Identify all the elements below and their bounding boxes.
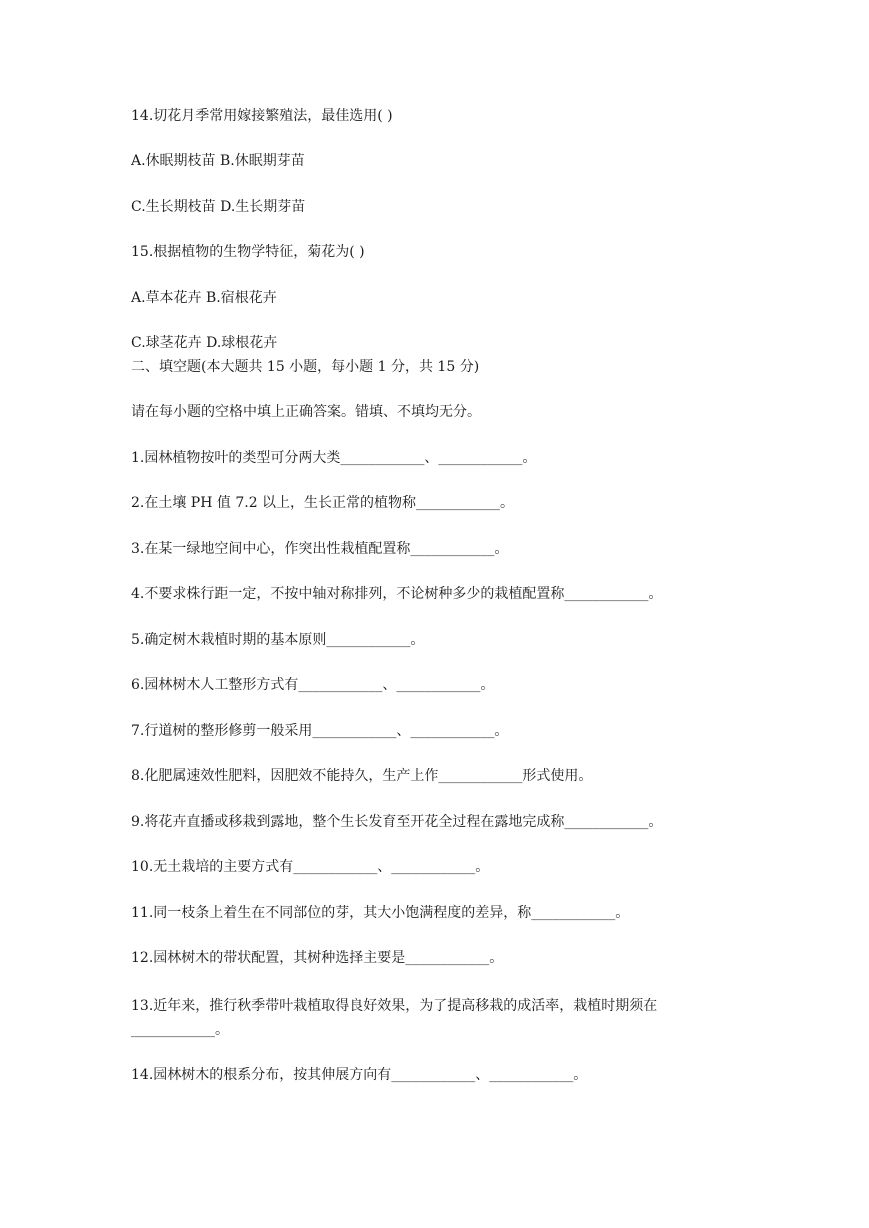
question-14-options-cd: C.生长期枝苗 D.生长期芽苗	[131, 199, 306, 215]
fill-question-3: 3.在某一绿地空间中心，作突出性栽植配置称____________。	[131, 541, 509, 557]
fill-question-7: 7.行道树的整形修剪一般采用____________、____________。	[131, 723, 509, 739]
fill-question-10: 10.无土栽培的主要方式有____________、____________。	[131, 859, 490, 875]
fill-question-2: 2.在土壤 PH 值 7.2 以上，生长正常的植物称____________。	[131, 495, 515, 511]
question-14-options-ab: A.休眠期枝苗 B.休眠期芽苗	[131, 153, 305, 169]
question-15: 15.根据植物的生物学特征，菊花为( )	[131, 244, 365, 260]
section-instruction: 请在每小题的空格中填上正确答案。错填、不填均无分。	[131, 404, 481, 420]
fill-question-4: 4.不要求株行距一定，不按中轴对称排列，不论树种多少的栽植配置称____________。	[131, 586, 663, 602]
fill-question-1: 1.园林植物按叶的类型可分两大类____________、____________。	[131, 450, 537, 466]
fill-question-5: 5.确定树木栽植时期的基本原则____________。	[131, 632, 425, 648]
fill-question-13: 13.近年来，推行秋季带叶栽植取得良好效果，为了提高移栽的成活率，栽植时期须在____________。	[131, 998, 658, 1038]
fill-question-9: 9.将花卉直播或移栽到露地，整个生长发育至开花全过程在露地完成称____________。	[131, 814, 663, 830]
fill-question-12: 12.园林树木的带状配置，其树种选择主要是____________。	[131, 950, 504, 966]
section-title: 二、填空题(本大题共 15 小题，每小题 1 分，共 15 分)	[131, 359, 480, 375]
fill-question-11: 11.同一枝条上着生在不同部位的芽，其大小饱满程度的差异，称____________。	[131, 905, 630, 921]
fill-question-14: 14.园林树木的根系分布，按其伸展方向有____________、____________。	[131, 1067, 588, 1083]
fill-question-6: 6.园林树木人工整形方式有____________、____________。	[131, 677, 495, 693]
question-15-options-cd: C.球茎花卉 D.球根花卉	[131, 335, 278, 351]
question-14: 14.切花月季常用嫁接繁殖法，最佳选用( )	[131, 108, 393, 124]
question-15-options-ab: A.草本花卉 B.宿根花卉	[131, 290, 277, 306]
fill-question-8: 8.化肥属速效性肥料，因肥效不能持久，生产上作____________形式使用。	[131, 768, 593, 784]
